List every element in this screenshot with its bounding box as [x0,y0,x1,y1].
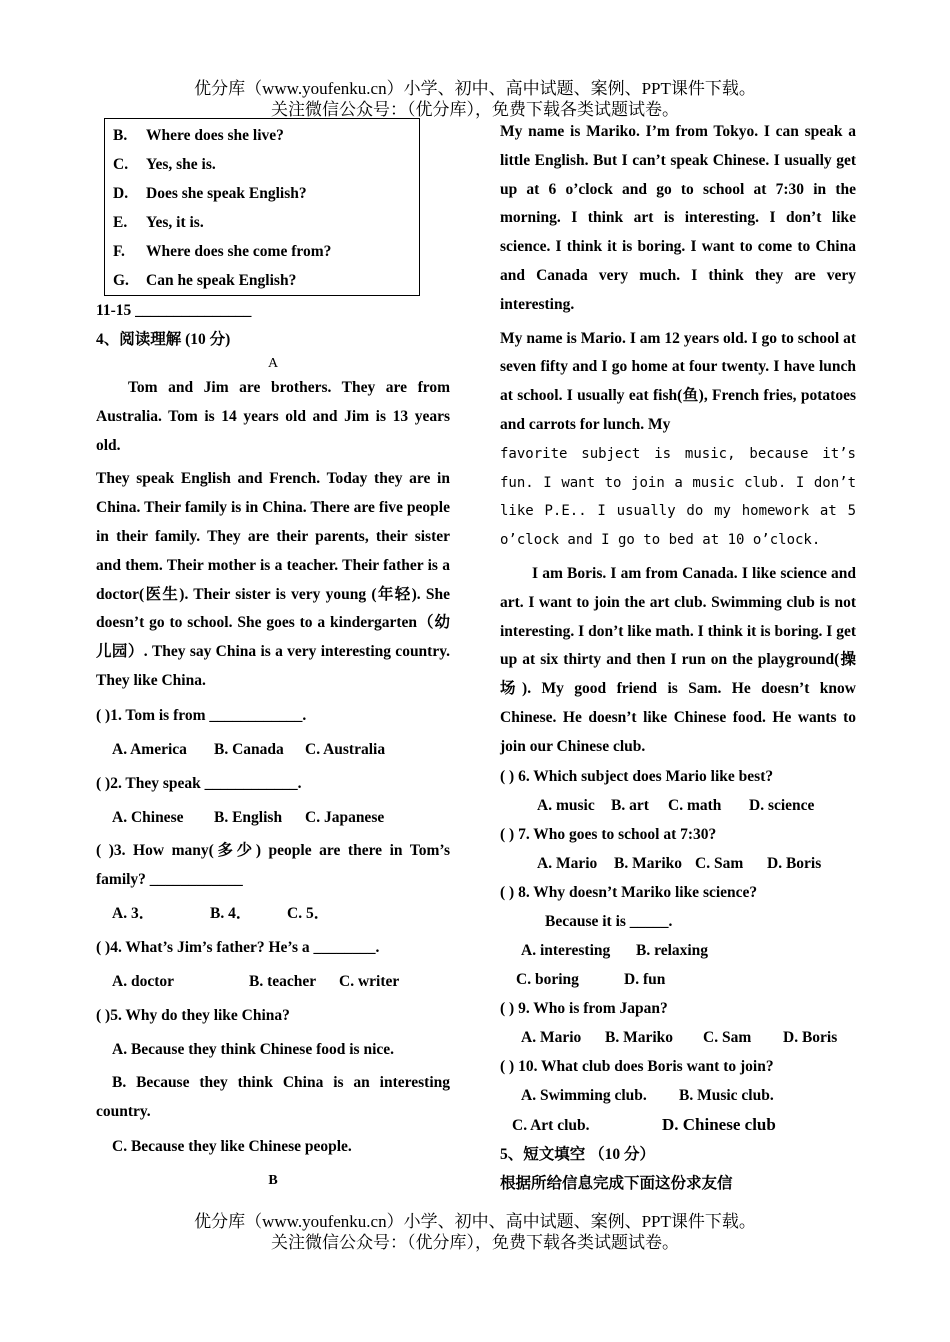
footer-line-2: 关注微信公众号：（优分库），免费下载各类试题试卷。 [271,1233,679,1252]
option-a: A. Mario [521,1028,582,1046]
box-option [113,179,419,208]
option-text: Can he speak English? [146,272,297,289]
question-5-stem: ( )5. Why do they like China? [96,1007,290,1025]
question-8-stem: ( ) 8. Why doesn’t Mariko like science? [500,883,758,901]
option-a: A. Chinese [112,808,184,826]
passage-a-label: A [267,356,279,371]
option-a: A. music [537,796,595,814]
option-a: A. Mario [537,854,598,872]
option-c: C. writer [339,973,400,991]
option-letter: C. [113,156,129,173]
question-5-option-c: C. Because they like Chinese people. [112,1137,352,1155]
option-b: B. 4． [210,905,252,923]
question-5-option-b: B. Because they think China is an interesting country. [96,1074,450,1121]
question-9-options [500,1023,856,1052]
option-letter: D. [113,185,129,202]
option-b: B. relaxing [636,941,709,959]
option-a: A. interesting [521,941,611,959]
option-b: B. Music club. [679,1086,774,1104]
question-10-stem: ( ) 10. What club does Boris want to join? [500,1057,774,1075]
question-4-options [96,967,450,996]
section4-title: 4、阅读理解 (10 分) [96,331,231,348]
question-9-stem: ( ) 9. Who is from Japan? [500,999,668,1017]
section5-title: 5、短文填空 （10 分） [500,1145,656,1163]
question-7-stem: ( ) 7. Who goes to school at 7:30? [500,825,717,843]
passage-a-p2: They speak English and French. Today they are in China. Their family is in China. There are five people in their family. They are their parents, their sister and them. Their mother is a teacher. Their father is a doctor(医生). Their sister is very young (年轻). She doesn’t go to school. She goes to a kindergarten（幼儿园）. They say China is a very interesting country. They like China. [96,470,450,689]
option-c: C. Sam [703,1028,752,1046]
option-c: C. Sam [695,854,744,872]
answer-line: 11-15 _______________ [96,302,252,319]
question-4-stem: ( )4. What’s Jim’s father? He’s a ________. [96,939,380,957]
option-text: Where does she live? [146,127,284,144]
option-text: Yes, she is. [146,156,216,173]
passage-b-p2-part1: My name is Mario. I am 12 years old. I go to school at seven fifty and I go home at four twenty. I have lunch at school. I usually eat fish(鱼), French fries, potatoes and carrots for lunch. My [500,329,856,433]
options-box [104,118,420,296]
option-c: C. Australia [305,740,386,758]
question-2-stem: ( )2. They speak ____________. [96,774,302,792]
option-b: B. teacher [249,973,317,991]
option-a: A. 3． [112,905,155,923]
option-a: A. doctor [112,973,174,991]
option-text: Where does she come from? [146,243,332,260]
option-b: B. Mariko [614,854,683,872]
header-line-1: 优分库（www.youfenku.cn）小学、初中、高中试题、案例、PPT课件下载。 [194,79,756,98]
question-5-option-a: A. Because they think Chinese food is nice. [112,1041,395,1059]
option-text: Does she speak English? [146,185,307,202]
question-1-stem: ( )1. Tom is from ____________. [96,706,307,724]
option-a: A. America [112,740,187,758]
footer-line-1: 优分库（www.youfenku.cn）小学、初中、高中试题、案例、PPT课件下载。 [194,1212,756,1231]
option-c: C. Art club. [512,1116,590,1134]
question-10-options-row2 [500,1110,856,1140]
question-2-options [96,803,450,832]
option-letter: G. [113,272,129,289]
question-3-options [96,899,450,928]
option-d: D. Boris [783,1028,838,1046]
box-option [113,237,419,266]
box-option [113,266,419,295]
right-column [500,118,856,1198]
question-7-options [500,849,856,878]
option-c: C. Japanese [305,808,385,826]
question-6-options [500,791,856,820]
option-text: Yes, it is. [146,214,204,231]
option-d: D. fun [624,970,666,988]
question-8-sub: Because it is _____. [545,912,673,930]
question-3-stem: ( )3. How many(多少) people are there in Tom’s family? ____________ [96,841,450,888]
option-b: B. English [214,808,283,826]
section5-instruction: 根据所给信息完成下面这份求友信 [500,1174,733,1192]
header-line-2: 关注微信公众号：（优分库），免费下载各类试题试卷。 [271,100,679,119]
passage-b-p1: My name is Mariko. I’m from Tokyo. I can speak a little English. But I can’t speak Chinese. I usually get up at 6 o’clock and go to school at 7:30 in the morning. I think art is interesting. I don’t like science. I think it is boring. I want to come to China and Canada very much. I think they are very interesting. [500,123,856,313]
question-8-options-row2 [500,965,856,994]
question-6-stem: ( ) 6. Which subject does Mario like best? [500,767,774,785]
left-column [96,118,450,1195]
option-letter: B. [113,127,128,144]
option-b: B. Mariko [605,1028,674,1046]
option-d: D. Chinese club [662,1114,776,1134]
box-option [113,121,419,150]
option-c: C. math [668,796,722,814]
box-option [113,208,419,237]
option-c: C. 5． [287,905,330,923]
passage-b-p2-part2: favorite subject is music, because it’s fun. I want to join a music club. I don’t like P.E.. I usually do my homework at 5 o’clock and I go to bed at 10 o’clock. [500,445,856,549]
passage-b-p3: I am Boris. I am from Canada. I like science and art. I want to join the art club. Swimming club is not interesting. I don’t like math. I think it is boring. I get up at six thirty and then I run on the playground(操场). My good friend is Sam. He doesn’t know Chinese. He doesn’t like Chinese food. He wants to join our Chinese club. [500,564,856,755]
passage-a-p1: Tom and Jim are brothers. They are from Australia. Tom is 14 years old and Jim is 13 years old. [96,379,450,454]
option-d: D. science [749,796,815,814]
option-c: C. boring [516,970,579,988]
page-footer [0,1211,950,1253]
option-letter: E. [113,214,128,231]
option-letter: F. [113,243,125,260]
question-8-options-row1 [500,936,856,965]
question-1-options [96,735,450,764]
option-b: B. art [611,796,649,814]
option-b: B. Canada [214,740,284,758]
option-a: A. Swimming club. [521,1086,647,1104]
page-header [0,78,950,120]
question-10-options-row1 [500,1081,856,1110]
passage-b-label: B [268,1172,278,1188]
box-option [113,150,419,179]
option-d: D. Boris [767,854,822,872]
